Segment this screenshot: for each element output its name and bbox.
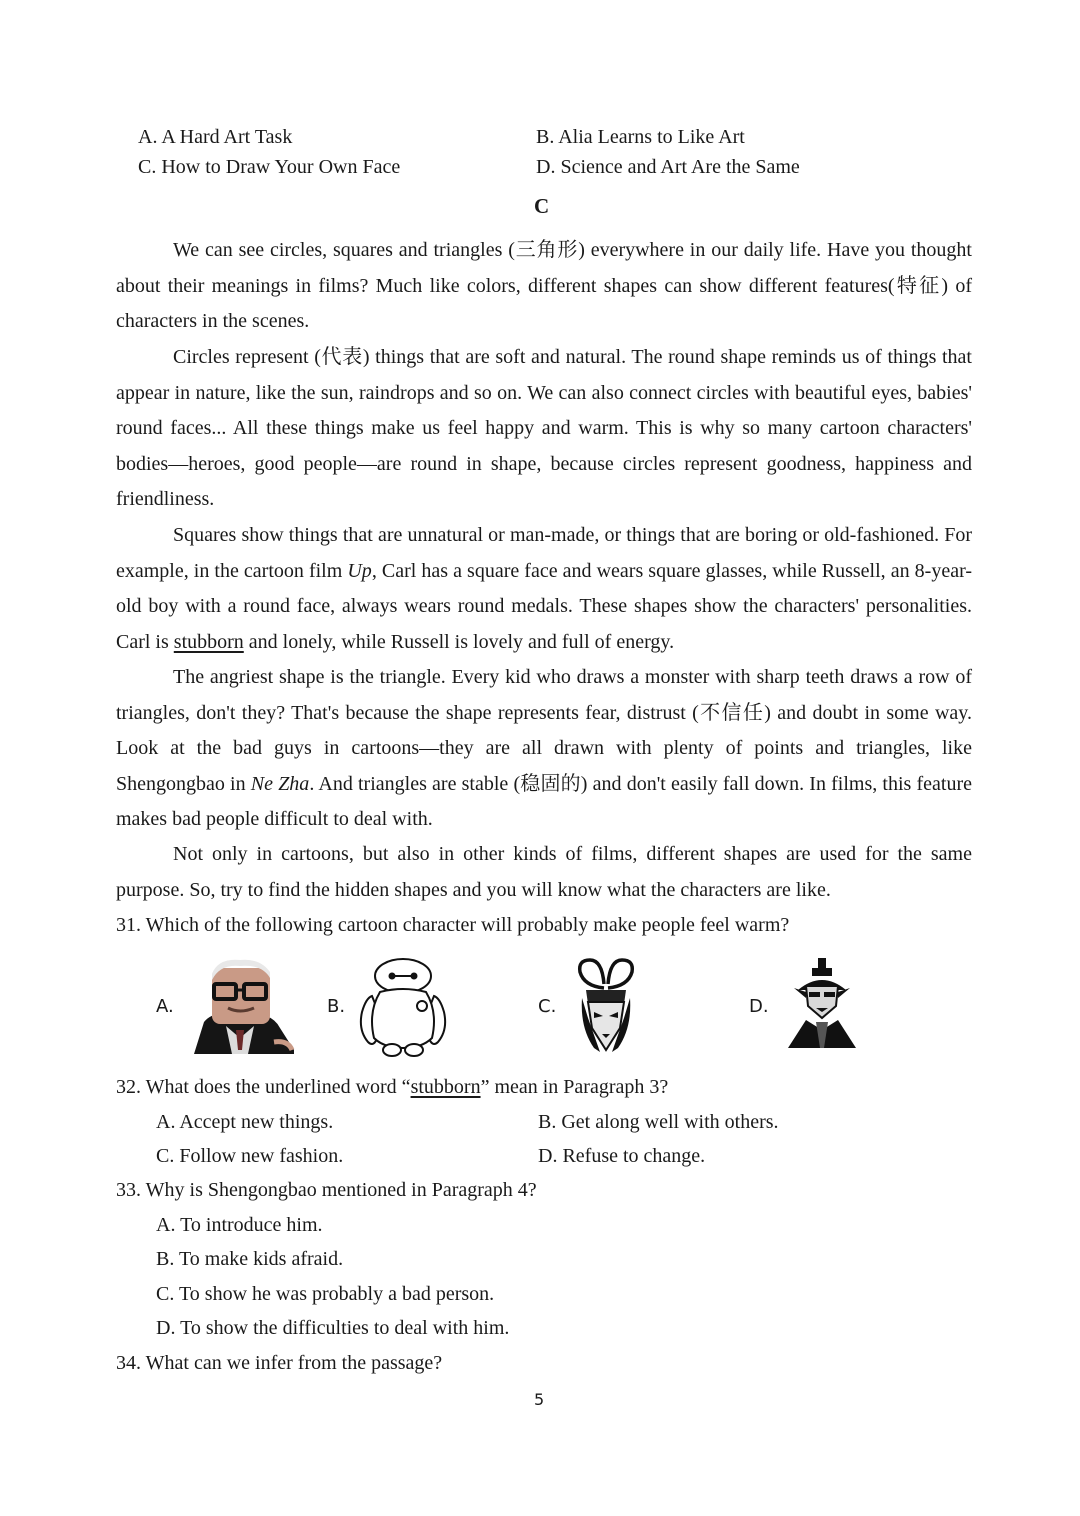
q32-option-d: D. Refuse to change. xyxy=(538,1145,706,1167)
film-title-up: Up xyxy=(347,559,372,582)
paragraph-3-text-a: Squares show things that are unnatural or man-made, or things that are boring or old-fashioned. For example, in the cartoon film xyxy=(116,524,972,582)
q32-option-b: B. Get along well with others. xyxy=(538,1111,779,1133)
q32-stem-text-a: 32. What does the underlined word “ xyxy=(116,1076,411,1098)
passage-paragraph-5 xyxy=(116,837,972,908)
passage-paragraph-4 xyxy=(116,660,972,838)
q31-option-c-label: C. xyxy=(538,996,557,1017)
paragraph-2-text: Circles represent (代表) things that are soft and natural. The round shape reminds us of things that appear in nature, like the sun, raindrops and so on. We can also connect circles with beautiful eyes, babies' round faces... All these things make us feel happy and warm. This is why so many cartoon characters' bodies—heroes, good people—are round in shape, because circles represent goodness, happiness and friendliness. xyxy=(116,346,972,510)
paragraph-3-text-b: , Carl has a square face and wears square glasses, while Russell, an 8-year-old boy with a round face, always wears round medals. These shapes show the characters' personalities. Carl is xyxy=(116,559,972,653)
passage-paragraph-3 xyxy=(116,518,972,660)
carl-character-image xyxy=(190,958,298,1056)
prev-option-c: C. How to Draw Your Own Face xyxy=(138,156,401,178)
q33-option-a: A. To introduce him. xyxy=(156,1214,323,1236)
hair-buns-character-image xyxy=(572,958,640,1054)
q32-option-c: C. Follow new fashion. xyxy=(156,1145,344,1167)
paragraph-1-text: We can see circles, squares and triangles (三角形) everywhere in our daily life. Have you thought about their meanings in films? Much like colors, different shapes can show different features(特征) of characters in the scenes. xyxy=(116,239,972,332)
paragraph-4-text-a: The angriest shape is the triangle. Every kid who draws a monster with sharp teeth draws a row of triangles, don't they? That's because the shape represents fear, distrust (不信任) and doubt in some way. Look at the bad guys in cartoons—they are all drawn with plenty of points and triangles, like Shengongbao in xyxy=(116,666,972,795)
prev-option-a: A. A Hard Art Task xyxy=(138,126,293,148)
q33-option-b: B. To make kids afraid. xyxy=(156,1248,344,1270)
q32-option-a: A. Accept new things. xyxy=(156,1111,334,1133)
question-31-stem: 31. Which of the following cartoon character will probably make people feel warm? xyxy=(116,914,790,936)
q32-stem-text-b: ” mean in Paragraph 3? xyxy=(480,1076,669,1098)
question-33-stem: 33. Why is Shengongbao mentioned in Paragraph 4? xyxy=(116,1179,537,1201)
shengongbao-character-image xyxy=(786,956,858,1050)
round-robot-character-image xyxy=(352,956,454,1058)
section-letter: C xyxy=(534,194,550,218)
q32-underlined-word: stubborn xyxy=(410,1076,481,1098)
underlined-word-stubborn: stubborn xyxy=(173,630,244,653)
question-32-stem xyxy=(116,1072,668,1102)
passage-paragraph-2 xyxy=(116,340,972,518)
q31-option-a-label: A. xyxy=(156,996,174,1017)
q33-option-c: C. To show he was probably a bad person. xyxy=(156,1283,495,1305)
film-title-nezha: Ne Zha xyxy=(250,772,310,795)
passage-paragraph-1 xyxy=(116,233,972,340)
prev-option-b: B. Alia Learns to Like Art xyxy=(536,126,745,148)
q33-option-d: D. To show the difficulties to deal with him. xyxy=(156,1317,510,1339)
paragraph-3-text-c: and lonely, while Russell is lovely and full of energy. xyxy=(243,630,675,653)
paragraph-5-text: Not only in cartoons, but also in other kinds of films, different shapes are used for the same purpose. So, try to find the hidden shapes and you will know what the characters are like. xyxy=(116,843,972,901)
paragraph-4-text-b: . And triangles are stable (稳固的) and don't easily fall down. In films, this feature makes bad people difficult to deal with. xyxy=(116,772,972,830)
prev-option-d: D. Science and Art Are the Same xyxy=(536,156,800,178)
page-number: 5 xyxy=(534,1390,545,1409)
question-34-stem: 34. What can we infer from the passage? xyxy=(116,1352,443,1374)
q31-option-b-label: B. xyxy=(327,996,346,1017)
q31-option-d-label: D. xyxy=(749,996,769,1017)
